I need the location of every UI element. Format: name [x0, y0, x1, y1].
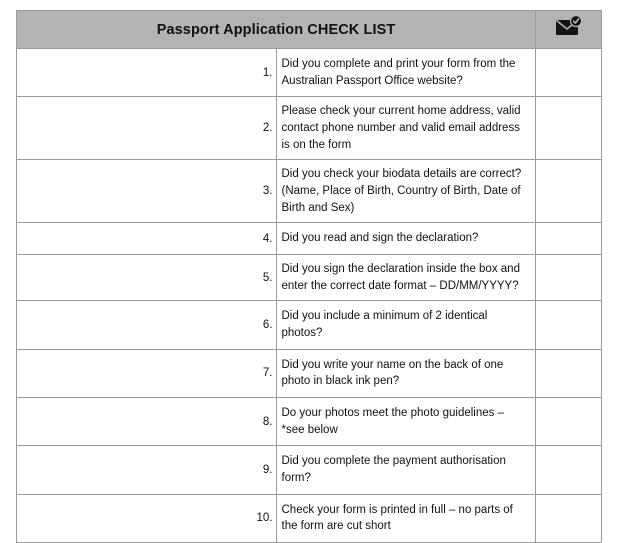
row-text: Did you write your name on the back of one photo in black ink pen? [276, 349, 536, 397]
table-row [17, 446, 602, 494]
row-text: Do your photos meet the photo guidelines – *see below [276, 398, 536, 446]
row-checkbox-cell[interactable] [536, 494, 602, 542]
table-row [17, 398, 602, 446]
table-row [17, 160, 602, 223]
row-text: Did you check your biodata details are correct? (Name, Place of Birth, Country of Birth, Date of Birth and Sex) [276, 160, 536, 223]
stamped-envelope-icon [555, 15, 583, 39]
row-text: Did you sign the declaration inside the box and enter the correct date format – DD/MM/YYYY? [276, 255, 536, 301]
stamped-envelope-icon-cell [536, 11, 602, 49]
row-number: 9. [17, 446, 277, 494]
row-checkbox-cell[interactable] [536, 446, 602, 494]
checklist-table [16, 10, 602, 543]
table-row [17, 301, 602, 349]
row-checkbox-cell[interactable] [536, 160, 602, 223]
row-text: Did you complete the payment authorisation form? [276, 446, 536, 494]
table-row [17, 349, 602, 397]
page-title: Passport Application CHECK LIST [17, 11, 536, 49]
row-number: 5. [17, 255, 277, 301]
table-row [17, 97, 602, 160]
row-checkbox-cell[interactable] [536, 349, 602, 397]
row-text: Did you include a minimum of 2 identical photos? [276, 301, 536, 349]
table-row [17, 255, 602, 301]
row-text: Please check your current home address, valid contact phone number and valid email address is on the form [276, 97, 536, 160]
table-row [17, 494, 602, 542]
row-number: 1. [17, 49, 277, 97]
row-checkbox-cell[interactable] [536, 97, 602, 160]
row-text: Did you read and sign the declaration? [276, 223, 536, 255]
checklist-header-row [17, 11, 602, 49]
table-row [17, 223, 602, 255]
row-checkbox-cell[interactable] [536, 255, 602, 301]
row-text: Did you complete and print your form from the Australian Passport Office website? [276, 49, 536, 97]
row-checkbox-cell[interactable] [536, 223, 602, 255]
row-checkbox-cell[interactable] [536, 398, 602, 446]
row-number: 4. [17, 223, 277, 255]
row-checkbox-cell[interactable] [536, 301, 602, 349]
row-number: 2. [17, 97, 277, 160]
row-number: 7. [17, 349, 277, 397]
row-number: 6. [17, 301, 277, 349]
table-row [17, 49, 602, 97]
row-number: 10. [17, 494, 277, 542]
row-number: 8. [17, 398, 277, 446]
row-checkbox-cell[interactable] [536, 49, 602, 97]
checklist-table-body [17, 11, 602, 543]
row-number: 3. [17, 160, 277, 223]
row-text: Check your form is printed in full – no parts of the form are cut short [276, 494, 536, 542]
